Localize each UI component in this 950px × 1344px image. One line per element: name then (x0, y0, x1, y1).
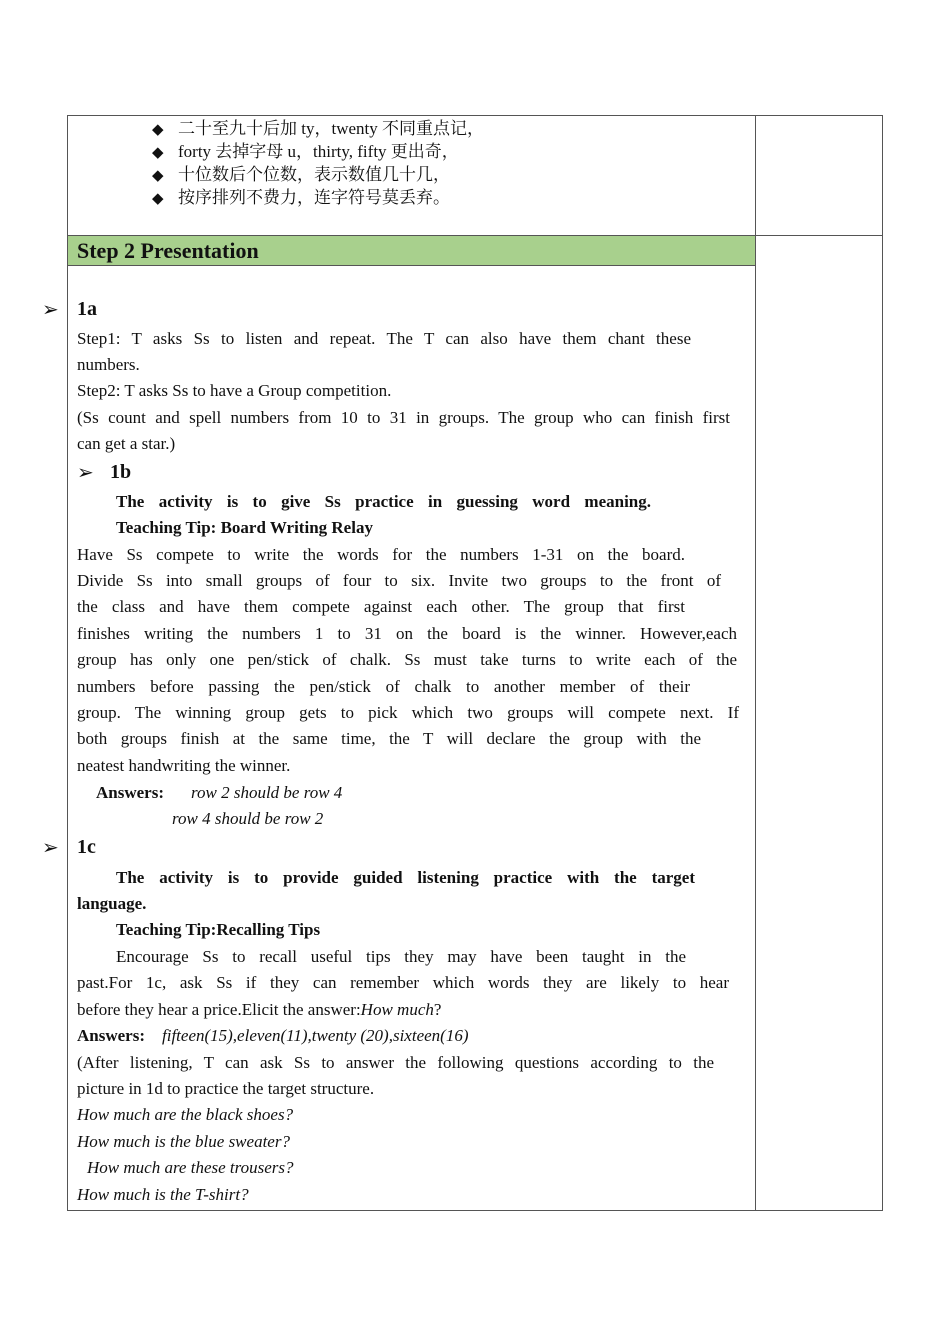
activity-aim: The activity is to give Ss practice in guessing word meaning. (116, 492, 651, 511)
bullet-item: 十位数后个位数，表示数值几十几， (178, 165, 450, 184)
paragraph-line: Divide Ss into small groups of four to six. Invite two groups to the front of (77, 571, 721, 590)
answer-line: row 4 should be row 2 (172, 809, 324, 828)
table-column-divider (755, 115, 756, 1211)
paragraph-line: past.For 1c, ask Ss if they can remember which words they are likely to hear (77, 973, 729, 992)
arrow-bullet-icon: ➢ (42, 299, 59, 321)
paragraph-line: group. The winning group gets to pick which two groups will compete next. If (77, 703, 739, 722)
paragraph-line: group has only one pen/stick of chalk. Ss must take turns to write each of the (77, 650, 737, 669)
paragraph-line: can get a star.) (77, 434, 176, 453)
teaching-tip: Teaching Tip:Recalling Tips (116, 920, 321, 939)
teaching-tip: Teaching Tip: Board Writing Relay (116, 518, 373, 537)
paragraph-text: before they hear a price.Elicit the answer: (77, 1000, 361, 1019)
paragraph-line: finishes writing the numbers 1 to 31 on the board is the winner. However,each (77, 624, 737, 643)
paragraph-line: the class and have them compete against each other. The group that first (77, 597, 685, 616)
activity-aim-continued: language. (77, 894, 147, 913)
paragraph-line: Encourage Ss to recall useful tips they may have been taught in the (116, 947, 686, 966)
paragraph-line: picture in 1d to practice the target structure. (77, 1079, 375, 1098)
bullet-diamond-icon: ◆ (152, 168, 164, 184)
paragraph-line: neatest handwriting the winner. (77, 756, 291, 775)
paragraph-line: numbers. (77, 355, 140, 374)
answers-value: fifteen(15),eleven(11),twenty (20),sixteen(16) (162, 1026, 469, 1045)
section-title-1b: 1b (110, 461, 132, 483)
bullet-diamond-icon: ◆ (152, 191, 164, 207)
answers-label: Answers: (96, 783, 164, 802)
arrow-bullet-icon: ➢ (77, 462, 94, 484)
bullet-diamond-icon: ◆ (152, 122, 164, 138)
question-line: How much is the blue sweater? (77, 1132, 290, 1151)
paragraph-line (77, 997, 441, 1023)
paragraph-line: both groups finish at the same time, the T will declare the group with the (77, 729, 701, 748)
paragraph-line: Step1: T asks Ss to listen and repeat. The T can also have them chant these (77, 329, 691, 348)
bullet-item: 二十至九十后加 ty，twenty 不同重点记， (178, 119, 484, 138)
step-heading-underline (68, 265, 755, 266)
table-border-right (882, 115, 883, 1211)
table-border-left (67, 115, 68, 1211)
paragraph-line: (Ss count and spell numbers from 10 to 31 in groups. The group who can finish first (77, 408, 730, 427)
paragraph-line: Have Ss compete to write the words for the numbers 1-31 on the board. (77, 545, 685, 564)
question-line: How much are these trousers? (87, 1158, 294, 1177)
punctuation: ? (433, 1000, 442, 1019)
paragraph-line: (After listening, T can ask Ss to answer the following questions according to the (77, 1053, 714, 1072)
section-title-1a: 1a (77, 298, 97, 320)
answer-line: row 2 should be row 4 (191, 783, 343, 802)
paragraph-line: numbers before passing the pen/stick of chalk to another member of their (77, 677, 690, 696)
question-line: How much are the black shoes? (77, 1105, 294, 1124)
bullet-item: forty 去掉字母 u，thirty, fifty 更出奇， (178, 142, 459, 161)
question-line: How much is the T-shirt? (77, 1185, 249, 1204)
arrow-bullet-icon: ➢ (42, 837, 59, 859)
section-title-1c: 1c (77, 836, 96, 858)
table-border-bottom (67, 1210, 883, 1211)
paragraph-line: Step2: T asks Ss to have a Group competition. (77, 381, 392, 400)
activity-aim: The activity is to provide guided listening practice with the target (116, 868, 695, 887)
bullet-diamond-icon: ◆ (152, 145, 164, 161)
step-heading: Step 2 Presentation (77, 238, 259, 263)
target-phrase: How much (360, 1000, 434, 1019)
bullet-item: 按序排列不费力，连字符号莫丢弃。 (178, 188, 450, 207)
answers-label: Answers: (77, 1026, 145, 1045)
